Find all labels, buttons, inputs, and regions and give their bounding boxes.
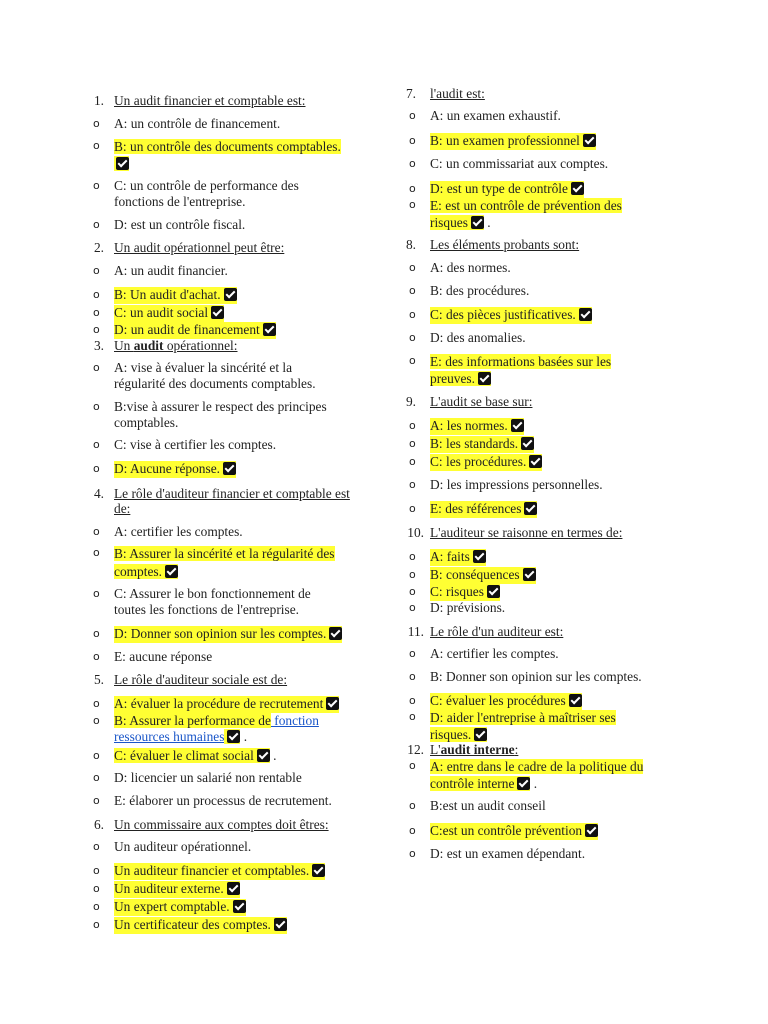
question-title: l'audit est: <box>430 86 485 101</box>
question-number: 1. <box>93 93 104 108</box>
option-text: C: un audit social <box>114 305 209 320</box>
bullet-icon: o <box>409 568 416 581</box>
option-text: Un certificateur des comptes. <box>114 917 271 932</box>
option-text: A: les normes. <box>430 418 508 433</box>
option-text: D: les impressions personnelles. <box>430 477 603 492</box>
bullet-icon: o <box>93 117 100 130</box>
question-title: L' <box>430 742 441 757</box>
option-text: D: est un contrôle fiscal. <box>114 217 246 232</box>
option-text: A: certifier les comptes. <box>430 646 559 661</box>
option-text: B: Assurer la sincérité et la régularité des comptes. <box>114 546 335 579</box>
check-icon <box>529 455 542 468</box>
question-title: Le rôle d'un auditeur est: <box>430 624 564 639</box>
bullet-icon: o <box>93 438 100 451</box>
question-number: 9. <box>405 394 416 409</box>
option-text: C: risques <box>430 584 484 599</box>
option-text: D: des anomalies. <box>430 330 526 345</box>
option-text: D: Aucune réponse. <box>114 461 220 476</box>
bullet-icon: o <box>93 749 100 762</box>
option-text: E: est un contrôle de prévention des risques <box>430 198 622 230</box>
bullet-icon: o <box>93 771 100 784</box>
bullet-icon: o <box>93 139 100 152</box>
check-icon <box>474 728 487 741</box>
bullet-icon: o <box>409 437 416 450</box>
option-text: A: certifier les comptes. <box>114 524 243 539</box>
option-text: A: entre dans le cadre de la politique du contrôle interne <box>430 759 644 791</box>
question-number: 11. <box>407 624 424 639</box>
option-text: D: Donner son opinion sur les comptes. <box>114 626 327 641</box>
bullet-icon: o <box>409 261 416 274</box>
option-text: C: un commissariat aux comptes. <box>430 156 609 171</box>
bullet-icon: o <box>93 794 100 807</box>
option-text: C: un contrôle de performance des fonctions de l'entreprise. <box>114 178 299 209</box>
option-text: A: des normes. <box>430 260 511 275</box>
bullet-icon: o <box>409 182 416 195</box>
option-text: A: un examen exhaustif. <box>430 108 561 123</box>
bullet-icon: o <box>409 331 416 344</box>
check-icon <box>583 134 596 147</box>
check-icon <box>511 419 524 432</box>
bullet-icon: o <box>93 323 100 336</box>
bullet-icon: o <box>409 354 416 367</box>
bullet-icon: o <box>93 306 100 319</box>
bullet-icon: o <box>409 134 416 147</box>
check-icon <box>326 697 339 710</box>
check-icon <box>585 824 598 837</box>
option-text: C: des pièces justificatives. <box>430 307 576 322</box>
bullet-icon: o <box>409 109 416 122</box>
option-text: B: conséquences <box>430 567 520 582</box>
option-text: B: Un audit d'achat. <box>114 287 221 302</box>
bullet-icon: o <box>409 198 416 211</box>
question-number: 6. <box>93 817 104 832</box>
check-icon <box>274 918 287 931</box>
check-icon <box>569 694 582 707</box>
option-text: B: un examen professionnel <box>430 133 580 148</box>
option-text: Un auditeur opérationnel. <box>114 839 252 854</box>
bullet-icon: o <box>93 627 100 640</box>
bullet-icon: o <box>93 900 100 913</box>
check-icon <box>571 182 584 195</box>
bullet-icon: o <box>93 288 100 301</box>
bullet-icon: o <box>409 759 416 772</box>
question-number: 8. <box>405 237 416 252</box>
check-icon <box>263 323 276 336</box>
check-icon <box>211 306 224 319</box>
bullet-icon: o <box>93 400 100 413</box>
question-number: 7. <box>405 86 416 101</box>
question-title-end: : <box>514 742 519 757</box>
bullet-icon: o <box>409 308 416 321</box>
option-text: A: faits <box>430 549 470 564</box>
bullet-icon: o <box>409 585 416 598</box>
question-title: L'auditeur se raisonne en termes de: <box>430 525 623 540</box>
question-title: Un audit opérationnel peut être: <box>114 240 285 255</box>
option-text: D: licencier un salarié non rentable <box>114 770 302 785</box>
bullet-icon: o <box>93 697 100 710</box>
option-text: E: des références <box>430 501 522 516</box>
bullet-icon: o <box>93 650 100 663</box>
check-icon <box>224 288 237 301</box>
check-icon <box>521 437 534 450</box>
bullet-icon: o <box>93 918 100 931</box>
question-title: Un <box>114 338 134 353</box>
check-icon <box>165 565 178 578</box>
check-icon <box>471 216 484 229</box>
question-title: Le rôle d'auditeur sociale est de: <box>114 672 288 687</box>
check-icon <box>223 462 236 475</box>
bullet-icon: o <box>93 840 100 853</box>
option-text: D: prévisions. <box>430 600 506 615</box>
option-text: C: les procédures. <box>430 454 527 469</box>
option-text: C: évaluer les procédures <box>430 693 566 708</box>
option-text: B: les standards. <box>430 436 519 451</box>
question-title-bold: audit <box>133 338 164 353</box>
option-text: C: Assurer le bon fonctionnement de toutes les fonctions de l'entreprise. <box>114 586 311 617</box>
option-text: B: Assurer la performance de <box>114 713 271 728</box>
option-text: D: est un examen dépendant. <box>430 846 586 861</box>
check-icon <box>517 777 530 790</box>
check-icon <box>312 864 325 877</box>
bullet-icon: o <box>93 546 100 559</box>
option-text: C: évaluer le climat social <box>114 748 254 763</box>
question-title-bold: audit interne <box>440 742 515 757</box>
bullet-icon: o <box>409 157 416 170</box>
question-title: L'audit se base sur: <box>430 394 533 409</box>
option-text: B:vise à assurer le respect des principes comptables. <box>114 399 327 430</box>
option-text: E: aucune réponse <box>114 649 213 664</box>
bullet-icon: o <box>409 478 416 491</box>
bullet-icon: o <box>409 694 416 707</box>
bullet-icon: o <box>409 647 416 660</box>
bullet-icon: o <box>93 179 100 192</box>
bullet-icon: o <box>409 799 416 812</box>
question-title: Un commissaire aux comptes doit êtres: <box>114 817 329 832</box>
check-icon <box>329 627 342 640</box>
option-text: E: élaborer un processus de recrutement. <box>114 793 332 808</box>
question-title: Les éléments probants sont: <box>430 237 580 252</box>
bullet-icon: o <box>409 710 416 723</box>
bullet-icon: o <box>409 847 416 860</box>
question-number: 12. <box>407 742 424 757</box>
option-text: Un auditeur externe. <box>114 881 224 896</box>
option-text: D: aider l'entreprise à maîtriser ses risques. <box>430 710 616 742</box>
bullet-icon: o <box>409 670 416 683</box>
check-icon <box>116 157 129 170</box>
option-text: Un auditeur financier et comptables. <box>114 863 310 878</box>
bullet-icon: o <box>93 361 100 374</box>
option-text: A: un contrôle de financement. <box>114 116 281 131</box>
check-icon <box>524 502 537 515</box>
check-icon <box>478 372 491 385</box>
bullet-icon: o <box>93 264 100 277</box>
check-icon <box>523 568 536 581</box>
bullet-icon: o <box>93 714 100 727</box>
check-icon <box>257 749 270 762</box>
option-text: B: des procédures. <box>430 283 530 298</box>
check-icon <box>227 730 240 743</box>
bullet-icon: o <box>409 284 416 297</box>
question-number: 3. <box>93 338 104 353</box>
option-text: B: Donner son opinion sur les comptes. <box>430 669 642 684</box>
bullet-icon: o <box>93 462 100 475</box>
bullet-icon: o <box>409 550 416 563</box>
bullet-icon: o <box>409 455 416 468</box>
check-icon <box>487 585 500 598</box>
bullet-icon: o <box>409 824 416 837</box>
fonction-rh-link[interactable]: fonction ressources humaines <box>114 713 319 744</box>
question-title-end: opérationnel: <box>163 338 238 353</box>
option-text: D: un audit de financement <box>114 322 260 337</box>
bullet-icon: o <box>93 525 100 538</box>
question-number: 5. <box>93 672 104 687</box>
option-text: B:est un audit conseil <box>430 798 546 813</box>
check-icon <box>227 882 240 895</box>
check-icon <box>233 900 246 913</box>
question-title: Le rôle d'auditeur financier et comptable est de: <box>114 486 350 516</box>
option-text: B: un contrôle des documents comptables. <box>114 139 341 154</box>
option-text: D: est un type de contrôle <box>430 181 568 196</box>
option-text: E: des informations basées sur les preuves. <box>430 354 612 386</box>
option-text: A: un audit financier. <box>114 263 228 278</box>
check-icon <box>473 550 486 563</box>
option-text: Un expert comptable. <box>114 899 230 914</box>
question-number: 2. <box>93 240 104 255</box>
bullet-icon: o <box>93 864 100 877</box>
option-text: A: évaluer la procédure de recrutement <box>114 696 324 711</box>
option-text: C: vise à certifier les comptes. <box>114 437 277 452</box>
option-text: C:est un contrôle prévention <box>430 823 583 838</box>
bullet-icon: o <box>93 218 100 231</box>
bullet-icon: o <box>409 601 416 614</box>
question-number: 10. <box>407 525 424 540</box>
check-icon <box>579 308 592 321</box>
question-number: 4. <box>93 486 104 501</box>
bullet-icon: o <box>93 587 100 600</box>
bullet-icon: o <box>409 502 416 515</box>
option-text: A: vise à évaluer la sincérité et la régularité des documents comptables. <box>114 360 316 391</box>
bullet-icon: o <box>409 419 416 432</box>
question-title: Un audit financier et comptable est: <box>114 93 306 108</box>
bullet-icon: o <box>93 882 100 895</box>
